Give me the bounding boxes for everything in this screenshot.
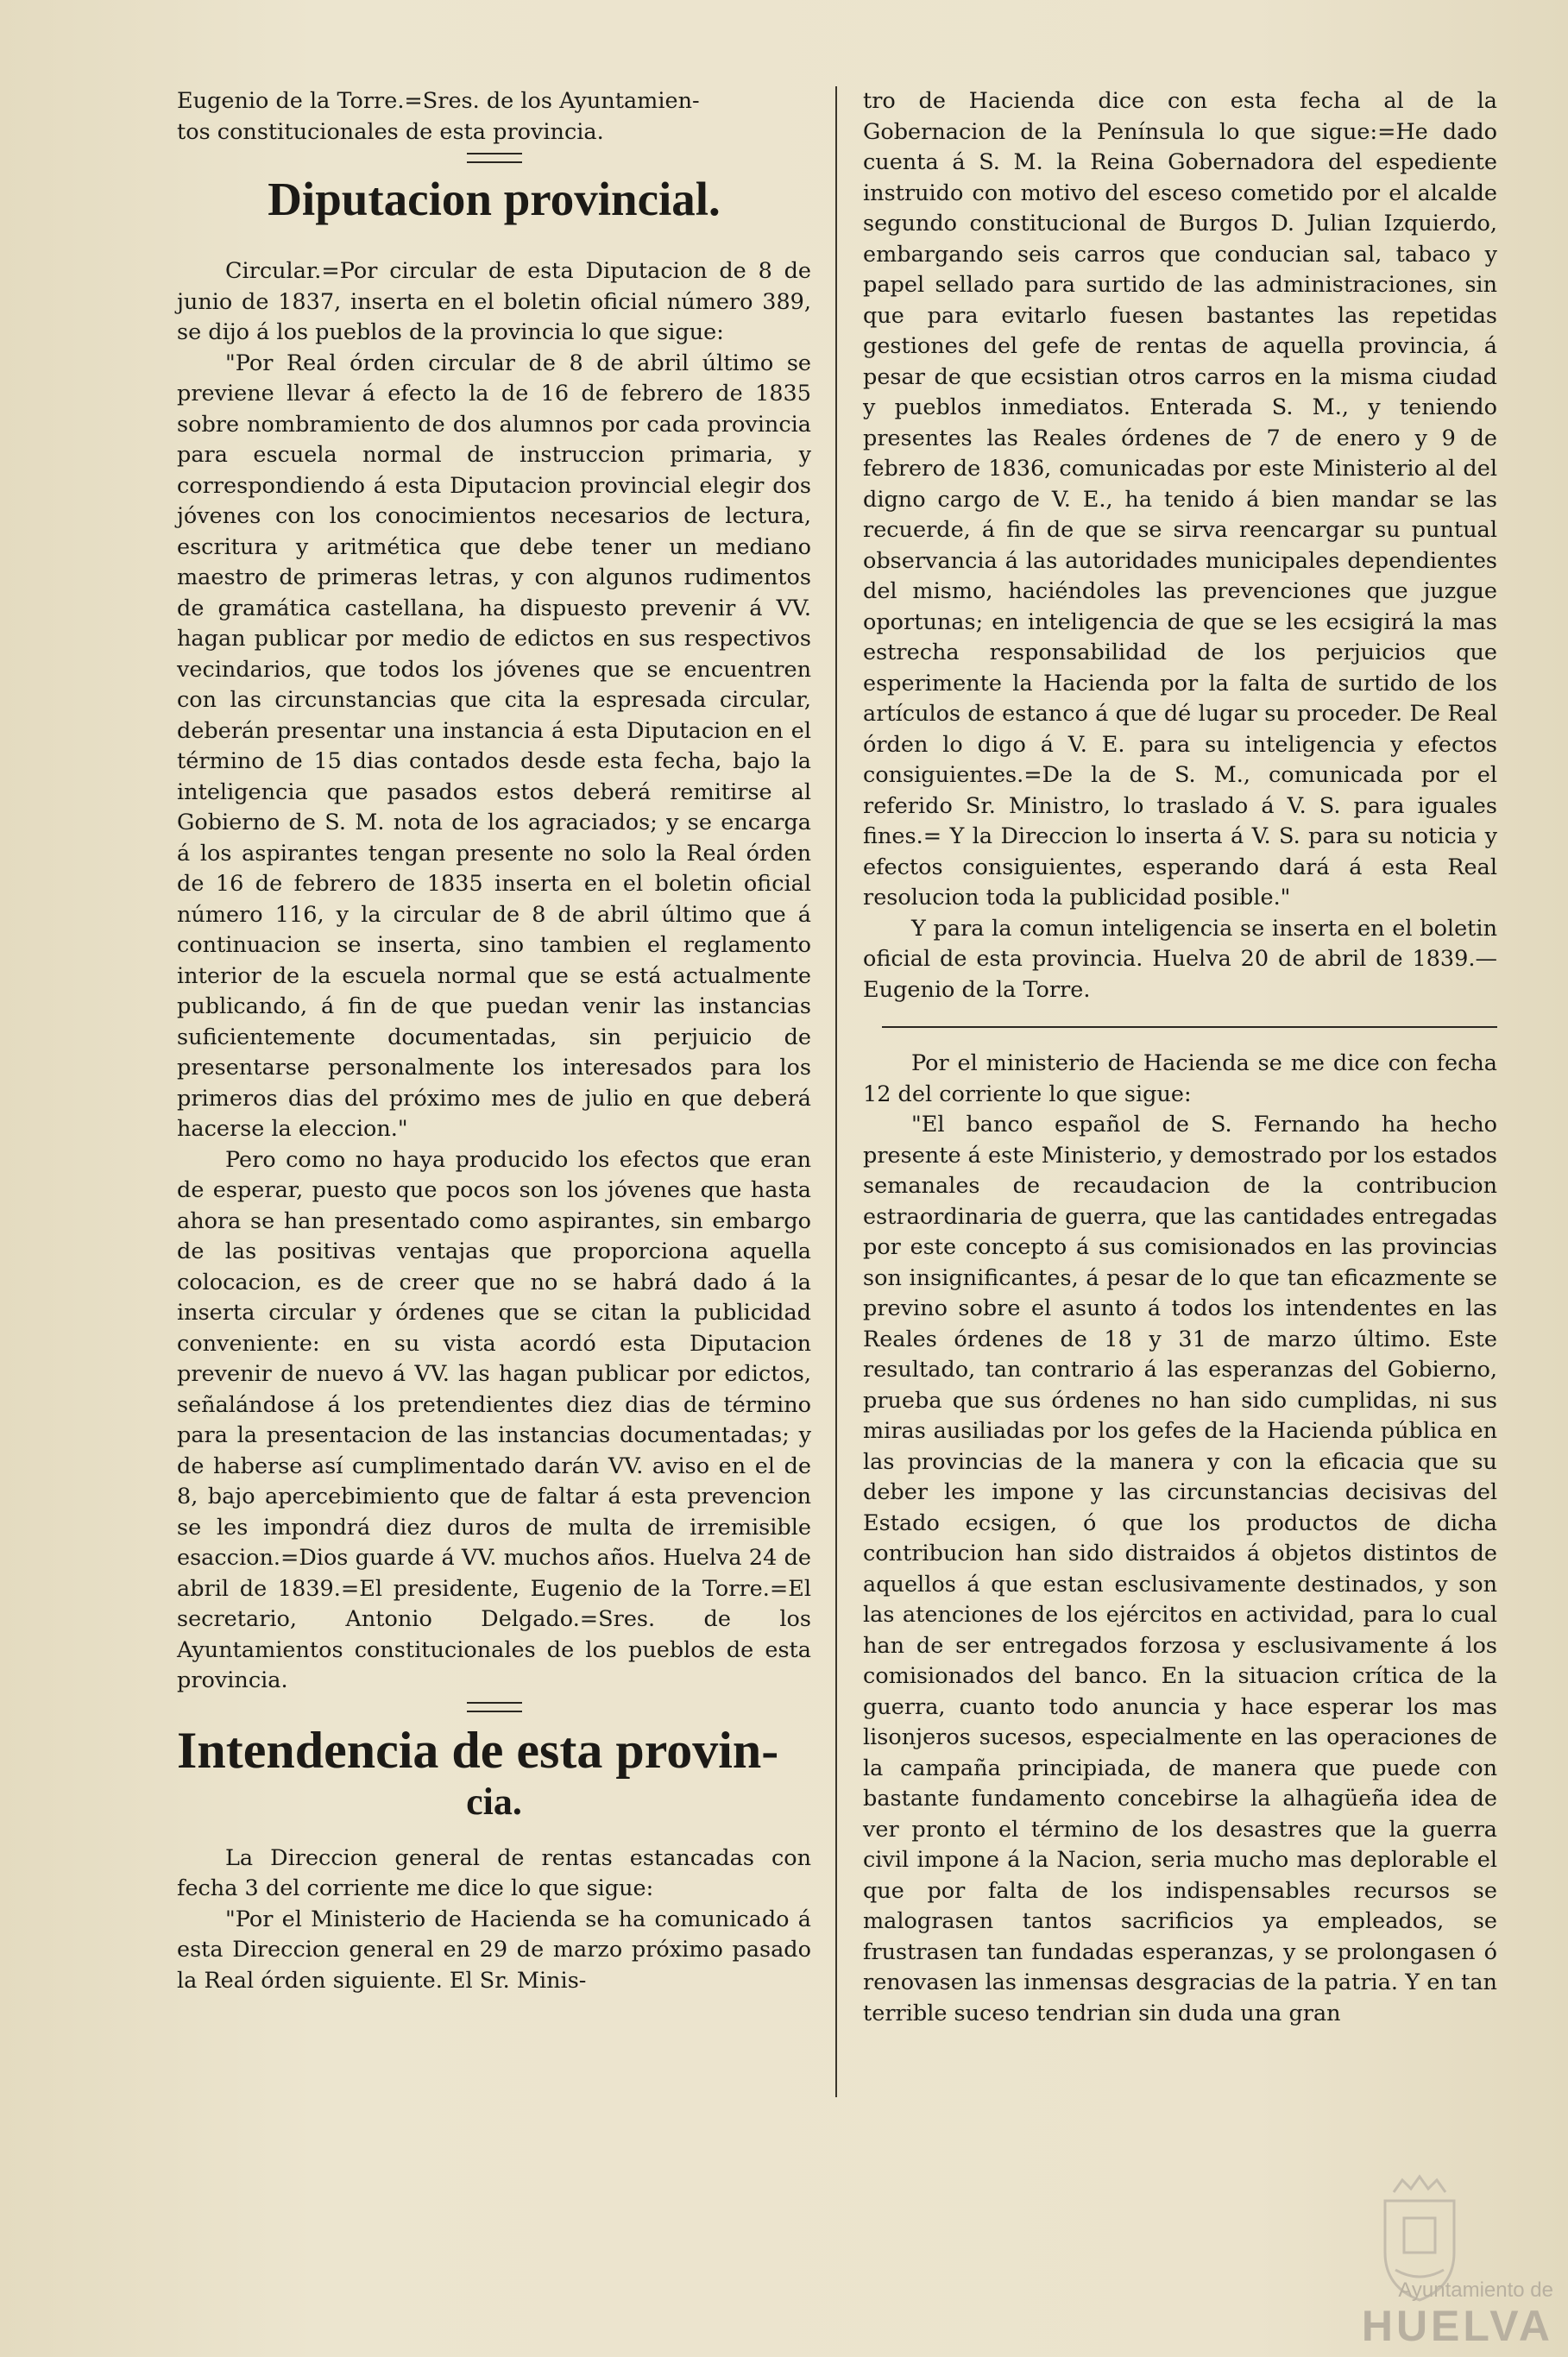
separator-rule (882, 1026, 1497, 1028)
section-title-intendencia: Intendencia de esta provin- (177, 1721, 779, 1779)
paragraph: Por el ministerio de Hacienda se me dice con fecha 12 del corriente lo que sigue: (863, 1050, 1497, 1107)
paragraph: "Por Real órden circular de 8 de abril último se previene llevar á efecto la de 16 de febrero de 1835 sobre nombramiento de dos alumnos por cada provincia para escuela normal de instruccion primaria, y correspondiendo á esta Diputacion provincial elegir dos jóvenes con los conocimientos necesarios de lectura, escritura y aritmética que debe tener un mediano maestro de primeras letras, y con algunos rudimentos de gramática castellana, ha dispuesto prevenir á VV. hagan publicar por medio de edictos en sus respectivos vecindarios, que todos los jóvenes que se encuentren con las circunstancias que cita la espresada circular, deberán presentar una instancia á esta Diputacion en el término de 15 dias contados desde esta fecha, bajo la inteligencia que pasados estos deberá remitirse al Gobierno de S. M. nota de los agraciados; y se encarga á los aspirantes tengan presente no solo la Real órden de 16 de febrero de 1835 inserta en el boletin oficial número 116, y la circular de 8 de abril último que á continuacion se inserta, sino tambien el reglamento interior de la escuela normal que se está actualmente publicando, á fin de que puedan venir las instancias suficientemente documentadas, sin perjuicio de presentarse personalmente los interesados para los primeros dias del próximo mes de julio en que deberá hacerse la eleccion." (177, 350, 811, 1142)
closing-line-2: tos constitucionales de esta provincia. (177, 118, 604, 145)
paragraph: Pero como no haya producido los efectos que eran de esperar, puesto que pocos son los jóvenes que hasta ahora se han presentado como aspirantes, sin embargo de las positivas ventajas que proporciona aquella colocacion, es de creer que no se habrá dado á la inserta circular y órdenes que se citan la publicidad conveniente: en su vista acordó esta Diputacion prevenir de nuevo á VV. las hagan publicar por edictos, señalándose á los pretendientes diez dias de término para la presentacion de las instancias documentadas; y de haberse así cumplimentado darán VV. aviso en el de 8, bajo apercebimiento que de faltar á esta prevencion se les impondrá diez duros de multa de irremisible esaccion.=Dios guarde á VV. muchos años. Huelva 24 de abril de 1839.=El presidente, Eugenio de la Torre.=El secretario, Antonio Delgado.=Sres. de los Ayuntamientos constitucionales de los pueblos de esta provincia. (177, 1146, 811, 1693)
column-divider (835, 86, 837, 2097)
watermark-text (1320, 2278, 1553, 2349)
section-title-continuation: cia. (466, 1780, 522, 1823)
closing-line-1: Eugenio de la Torre.=Sres. de los Ayuntamien- (177, 88, 700, 114)
paragraph: "Por el Ministerio de Hacienda se ha comunicado á esta Direccion general en 29 de marzo próximo pasado la Real órden siguiente. El Sr. Minis- (177, 1906, 811, 1994)
left-column (177, 86, 811, 1996)
section-title-diputacion: Diputacion provincial. (268, 173, 721, 225)
double-rule (467, 1702, 522, 1712)
paragraph: Circular.=Por circular de esta Diputacion de 8 de junio de 1837, inserta en el boletin oficial número 389, se dijo á los pueblos de la provincia lo que sigue: (177, 258, 811, 345)
paragraph: Y para la comun inteligencia se inserta en el boletin oficial de esta provincia. Huelva 20 de abril de 1839.—Eugenio de la Torre. (863, 915, 1497, 1003)
right-column (863, 86, 1497, 2029)
double-rule (467, 153, 522, 163)
paragraph: tro de Hacienda dice con esta fecha al de la Gobernacion de la Península lo que sigue:=He dado cuenta á S. M. la Reina Gobernadora del espediente instruido con motivo del esceso cometido por el alcalde segundo constitucional de Burgos D. Julian Izquierdo, embargando seis carros que conducian sal, tabaco y papel sellado para surtido de las administraciones, sin que para evitarlo fuesen bastantes las repetidas gestiones del gefe de rentas de aquella provincia, á pesar de que ecsistian otros carros en la misma ciudad y pueblos inmediatos. Enterada S. M., y teniendo presentes las Reales órdenes de 7 de enero y 9 de febrero de 1836, comunicadas por este Ministerio al del digno cargo de V. E., ha tenido á bien mandar se las recuerde, á fin de que se sirva reencargar su puntual observancia á las autoridades municipales dependientes del mismo, haciéndoles las prevenciones que juzgue oportunas; en inteligencia de que se les ecsigirá la mas estrecha responsabilidad de los perjuicios que esperimente la Hacienda por la falta de surtido de los artículos de estanco á que dé lugar su proceder. De Real órden lo digo á V. E. para su inteligencia y efectos consiguientes.=De la de S. M., comunicada por el referido Sr. Ministro, lo traslado á V. S. para iguales fines.= Y la Direccion lo inserta á V. S. para su noticia y efectos consiguientes, esperando dará á esta Real resolucion toda la publicidad posible." (863, 88, 1497, 911)
paragraph: La Direccion general de rentas estancadas con fecha 3 del corriente me dice lo que sigue: (177, 1844, 811, 1901)
watermark-line-1: Ayuntamiento de (1398, 2278, 1553, 2302)
paragraph: "El banco español de S. Fernando ha hecho presente á este Ministerio, y demostrado por los estados semanales de recaudacion de la contribucion estraordinaria de guerra, que las cantidades entregadas por este concepto á sus comisionados en las provincias son insignificantes, á pesar de lo que tan eficazmente se previno sobre el asunto á todos los intendentes en las Reales órdenes de 18 y 31 de marzo último. Este resultado, tan contrario á las esperanzas del Gobierno, prueba que sus órdenes no han sido cumplidas, ni sus miras ausiliadas por los gefes de la Hacienda pública en las provincias de la manera y con la eficacia que su deber les impone y las circunstancias decisivas del Estado ecsigen, ó que los productos de dicha contribucion han sido distraidos á objetos distintos de aquellos á que estan esclusivamente destinados, y son las atenciones de los ejércitos en actividad, para lo cual han de ser entregados forzosa y esclusivamente á los comisionados del banco. En la situacion crítica de la guerra, cuanto todo anuncia y hace esperar los mas lisonjeros sucesos, especialmente en las operaciones de la campaña principiada, de manera que puede con bastante fundamento concebirse la alhagüeña idea de ver pronto el término de los desastres que la guerra civil impone á la Nacion, seria mucho mas deplorable el que por falta de los indispensables recursos se malograsen tantos sacrificios ya empleados, se frustrasen tan fundadas esperanzas, y se prolongasen ó renovasen las inmensas desgracias de la patria. Y en tan terrible suceso tendrian sin duda una gran (863, 1112, 1497, 2026)
watermark-line-2: HUELVA (1361, 2302, 1553, 2350)
